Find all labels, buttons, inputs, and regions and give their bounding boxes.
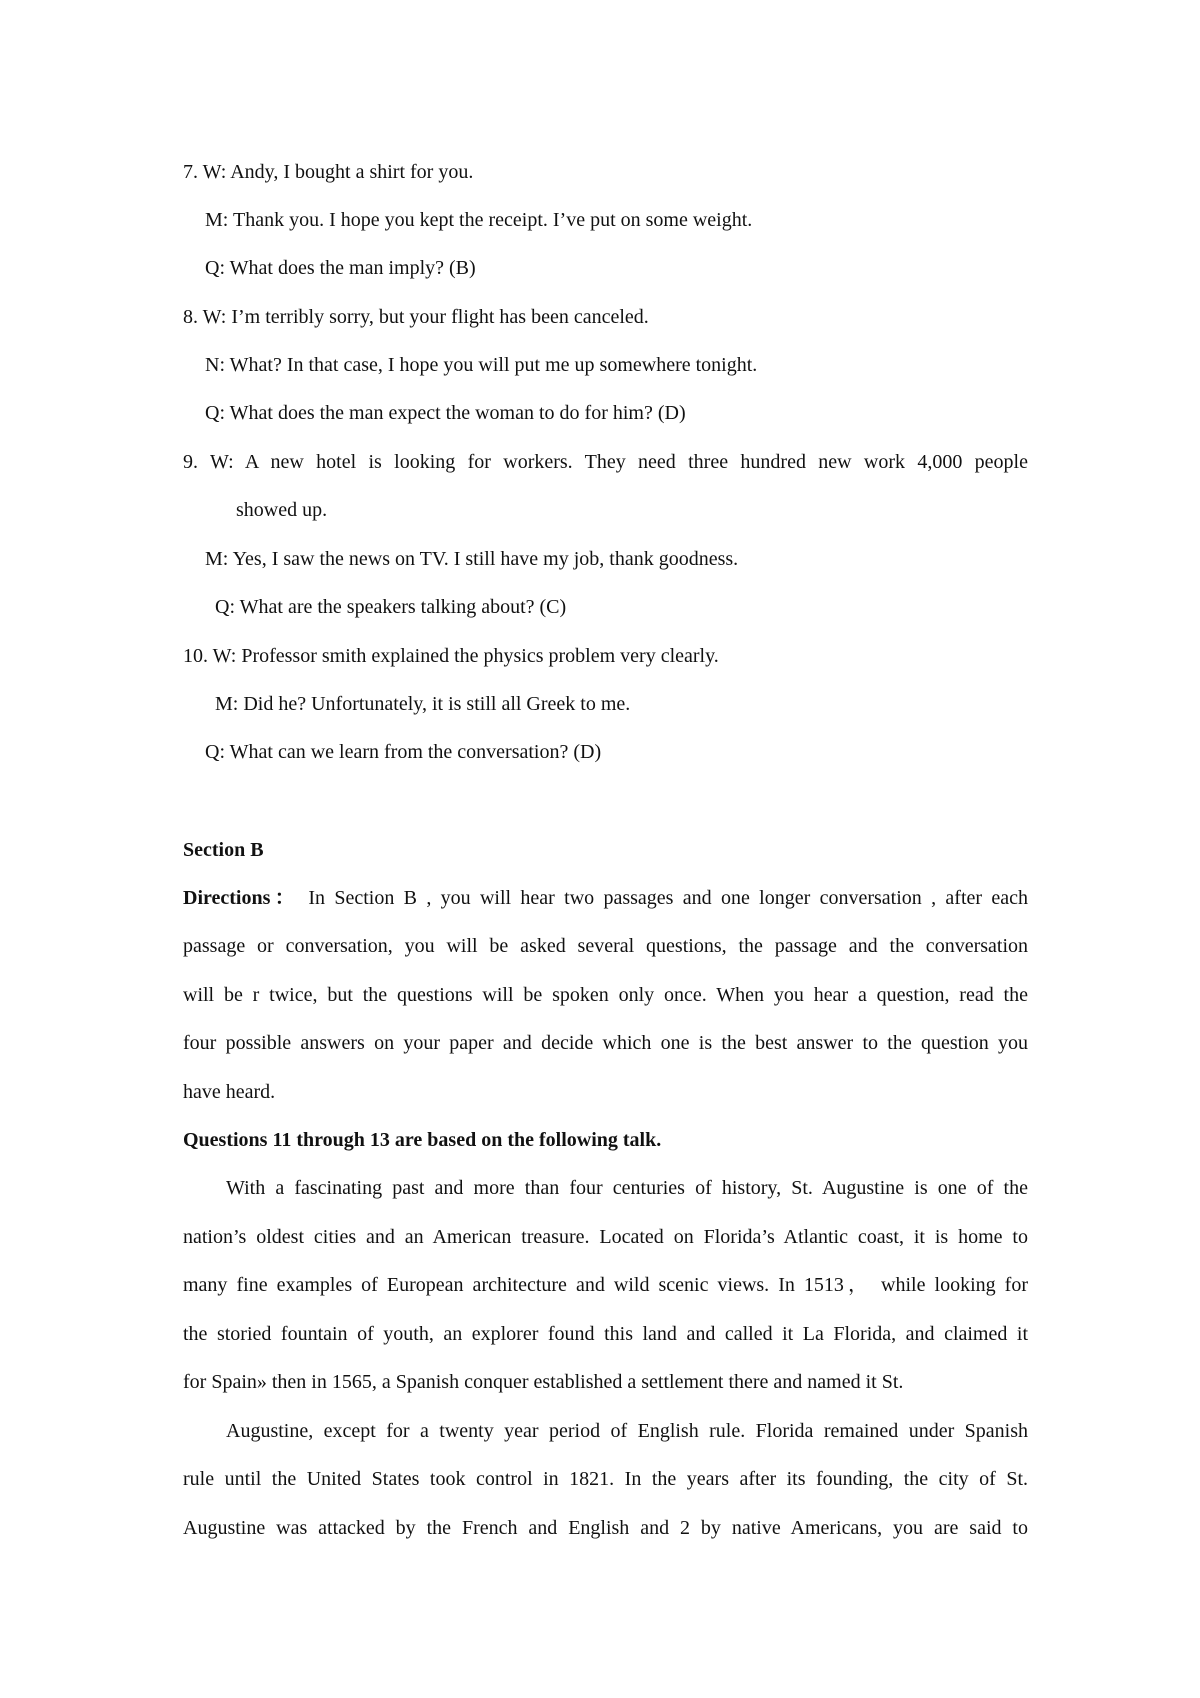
paragraph-1-line-1: With a fascinating past and more than four centuries of history, St. Augustine is one of the	[226, 1177, 1028, 1199]
dialogue-9-woman-line-continued: showed up.	[236, 499, 328, 521]
directions-label: Directions：	[183, 887, 300, 909]
dialogue-7-man-line: M: Thank you. I hope you kept the receipt. I’ve put on some weight.	[205, 209, 753, 231]
directions-line-5: have heard.	[183, 1081, 276, 1103]
dialogue-10-question-line: Q: What can we learn from the conversation? (D)	[205, 741, 602, 763]
paragraph-1-line-4: the storied fountain of youth, an explorer found this land and called it La Florida, and claimed it	[183, 1323, 1028, 1345]
directions-line-2: passage or conversation, you will be asked several questions, the passage and the conversation	[183, 935, 1028, 957]
directions-line-3: will be r twice, but the questions will be spoken only once. When you hear a question, read the	[183, 984, 1028, 1006]
dialogue-9-man-line: M: Yes, I saw the news on TV. I still have my job, thank goodness.	[205, 548, 739, 570]
paragraph-2-line-1: Augustine, except for a twenty year period of English rule. Florida remained under Spanish	[226, 1420, 1028, 1442]
dialogue-8-question-line: Q: What does the man expect the woman to do for him? (D)	[205, 402, 686, 424]
dialogue-7-woman-line: 7. W: Andy, I bought a shirt for you.	[183, 161, 474, 183]
dialogue-10-woman-line: 10. W: Professor smith explained the physics problem very clearly.	[183, 645, 719, 667]
questions-heading: Questions 11 through 13 are based on the following talk.	[183, 1129, 662, 1151]
dialogue-8-woman-line: 8. W: I’m terribly sorry, but your flight has been canceled.	[183, 306, 649, 328]
paragraph-1-line-2: nation’s oldest cities and an American treasure. Located on Florida’s Atlantic coast, it is home to	[183, 1226, 1028, 1248]
section-b-heading: Section B	[183, 839, 264, 861]
paragraph-2-line-3: Augustine was attacked by the French and English and 2 by native Americans, you are said to	[183, 1517, 1028, 1539]
paragraph-2-line-2: rule until the United States took control in 1821. In the years after its founding, the city of St.	[183, 1468, 1028, 1490]
directions-text: In Section B , you will hear two passages and one longer conversation , after each	[308, 887, 1029, 909]
dialogue-7-question-line: Q: What does the man imply? (B)	[205, 257, 476, 279]
dialogue-9-woman-line: 9. W: A new hotel is looking for workers. They need three hundred new work 4,000 people	[183, 451, 1028, 473]
directions-line-1	[183, 886, 1028, 910]
dialogue-9-question-line: Q: What are the speakers talking about? (C)	[215, 596, 567, 618]
dialogue-8-man-line: N: What? In that case, I hope you will put me up somewhere tonight.	[205, 354, 758, 376]
paragraph-1-line-3: many fine examples of European architecture and wild scenic views. In 1513， while looking for	[183, 1274, 1028, 1296]
paragraph-1-line-5: for Spain» then in 1565, a Spanish conquer established a settlement there and named it St.	[183, 1371, 904, 1393]
dialogue-10-man-line: M: Did he? Unfortunately, it is still all Greek to me.	[215, 693, 631, 715]
directions-line-4: four possible answers on your paper and decide which one is the best answer to the question you	[183, 1032, 1028, 1054]
